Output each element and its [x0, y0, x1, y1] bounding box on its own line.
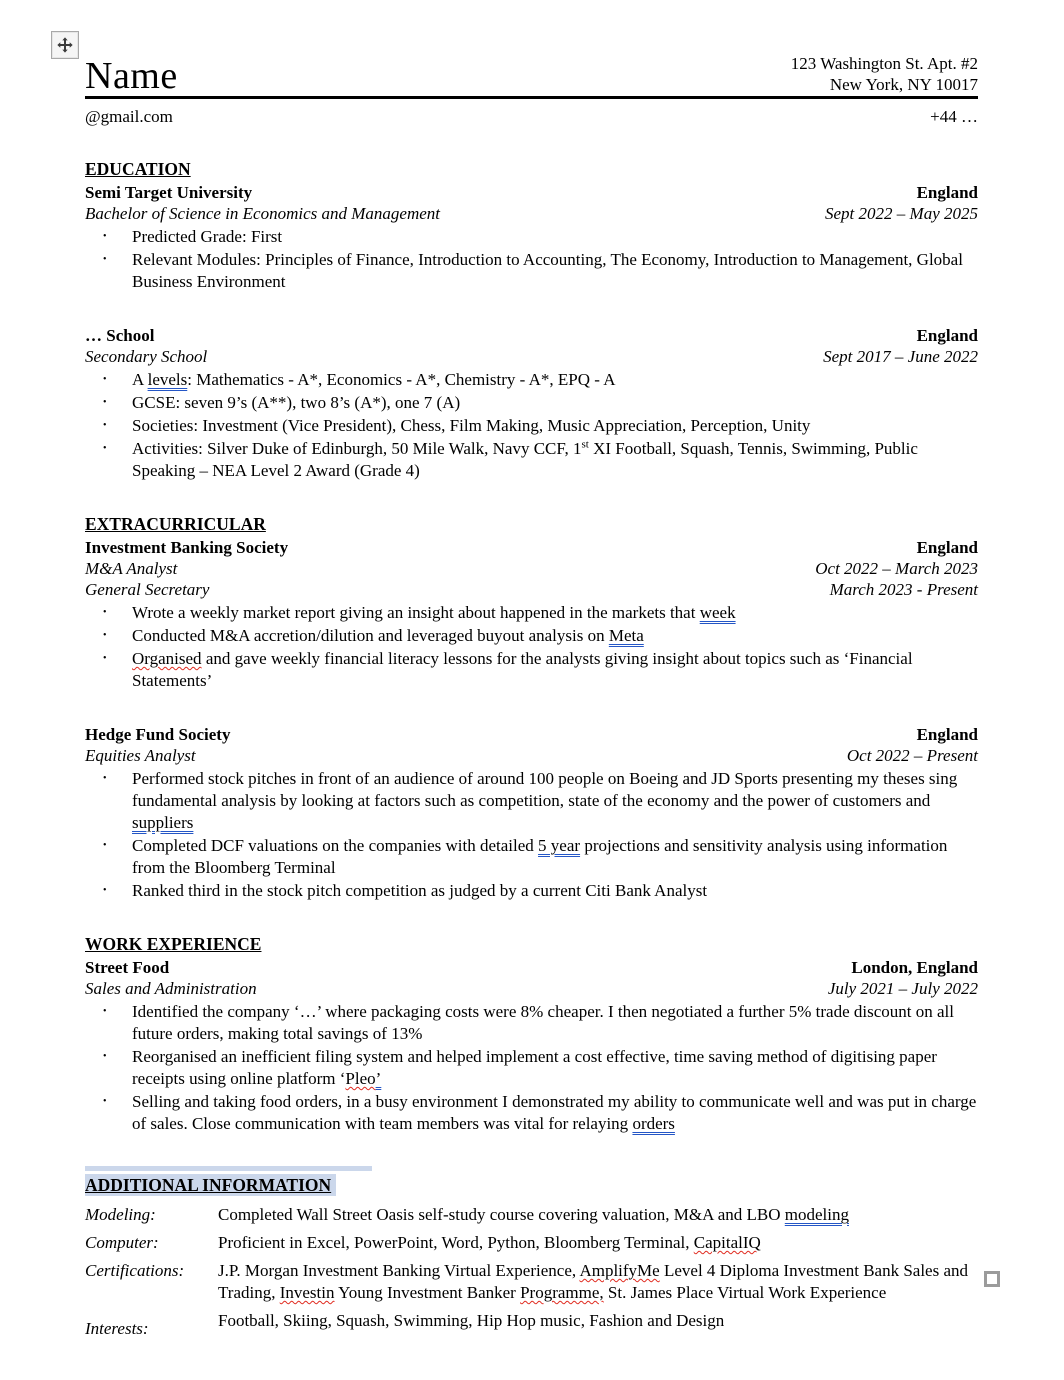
- resize-handle-icon[interactable]: [984, 1271, 1000, 1287]
- bullet-item[interactable]: [85, 1091, 978, 1135]
- section-title-work-experience[interactable]: WORK EXPERIENCE: [85, 934, 262, 954]
- entry-role: Secondary School: [85, 347, 208, 366]
- bullet-text: [132, 226, 978, 248]
- spelling-flagged-text: Investin: [279, 1283, 335, 1302]
- entry-header-row[interactable]: [85, 537, 978, 558]
- entry-org: Semi Target University: [85, 183, 253, 202]
- info-label: Computer:: [85, 1233, 159, 1252]
- text-segment: Identified the company ‘…’ where packaging costs were 8% cheaper. I then negotiated a further 5% trade discount on all future orders, making total savings of 13%: [132, 1002, 954, 1043]
- bullet-marker: •: [103, 443, 107, 454]
- bullet-item[interactable]: [85, 625, 978, 647]
- bullet-item[interactable]: [85, 1046, 978, 1090]
- bullet-marker: •: [103, 397, 107, 408]
- entry-role-row[interactable]: [85, 346, 978, 367]
- text-segment: GCSE: seven 9’s (A**), two 8’s (A*), one 7 (A): [132, 393, 461, 412]
- bullet-marker: •: [103, 231, 107, 242]
- text-segment: Completed Wall Street Oasis self-study course covering valuation, M&A and LBO: [218, 1205, 785, 1224]
- text-segment: St. James Place Virtual Work Experience: [603, 1283, 887, 1302]
- spelling-flagged-text: CapitalIQ: [693, 1233, 761, 1252]
- bullet-text: [132, 415, 978, 437]
- info-row[interactable]: [85, 1260, 978, 1304]
- bullet-text: [132, 438, 978, 482]
- section-title-education[interactable]: EDUCATION: [85, 159, 191, 179]
- info-label: Interests:: [85, 1319, 149, 1338]
- entry-role: M&A Analyst: [85, 559, 178, 578]
- move-handle[interactable]: [51, 31, 79, 59]
- entry-header-row[interactable]: [85, 182, 978, 203]
- entry-dates: Oct 2022 – March 2023: [815, 559, 978, 578]
- entry-org: Investment Banking Society: [85, 538, 289, 557]
- entry-location: England: [916, 326, 978, 345]
- text-segment: and gave weekly financial literacy lessons for the analysts giving insight about topics such as ‘Financial Statements’: [132, 649, 913, 690]
- grammar-flagged-text: Meta: [608, 626, 644, 645]
- entry-header-row[interactable]: [85, 325, 978, 346]
- entry-role-row[interactable]: [85, 558, 978, 579]
- text-segment: Relevant Modules: Principles of Finance, Introduction to Accounting, The Economy, Introduction to Management, Global Business Environment: [132, 250, 963, 291]
- bullet-text: [132, 369, 978, 391]
- entry-location: England: [916, 538, 978, 557]
- resume-entry: [85, 182, 978, 293]
- bullet-item[interactable]: [85, 1001, 978, 1045]
- text-segment: Wrote a weekly market report giving an insight about happened in the markets that: [132, 603, 700, 622]
- section-title-extracurricular[interactable]: EXTRACURRICULAR: [85, 514, 266, 534]
- bullet-item[interactable]: [85, 648, 978, 692]
- spelling-flagged-text: Programme,: [520, 1283, 604, 1302]
- section-extracurricular: [85, 513, 978, 902]
- text-segment: XI Football, Squash, Tennis, Swimming, Public Speaking – NEA Level 2 Award (Grade 4): [132, 439, 918, 480]
- text-segment: Conducted M&A accretion/dilution and leveraged buyout analysis on: [132, 626, 609, 645]
- entry-org: … School: [85, 326, 155, 345]
- bullet-marker: •: [103, 1051, 107, 1062]
- text-segment: A: [132, 370, 148, 389]
- bullet-list: [85, 226, 978, 293]
- text-segment: Completed DCF valuations on the companies with detailed: [132, 836, 539, 855]
- bullet-item[interactable]: [85, 768, 978, 834]
- bullet-item[interactable]: [85, 835, 978, 879]
- info-rows: [85, 1204, 978, 1340]
- section-education: [85, 158, 978, 482]
- spelling-flagged-text: Pleo: [345, 1069, 376, 1088]
- info-value: [218, 1260, 978, 1304]
- resume-entry: [85, 325, 978, 482]
- text-segment: Societies: Investment (Vice President), Chess, Film Making, Music Appreciation, Perception, Unity: [132, 416, 811, 435]
- text-segment: Proficient in Excel, PowerPoint, Word, Python, Bloomberg Terminal,: [218, 1233, 694, 1252]
- grammar-flagged-text: 5 year: [538, 836, 581, 855]
- bullet-marker: •: [103, 1006, 107, 1017]
- entry-header-row[interactable]: [85, 957, 978, 978]
- bullet-marker: •: [103, 254, 107, 265]
- resume-entry: [85, 724, 978, 902]
- section-work-experience: [85, 933, 978, 1135]
- bullet-text: [132, 1091, 978, 1135]
- text-segment: Young Investment Banker: [334, 1283, 521, 1302]
- info-value: [218, 1204, 978, 1226]
- entry-role: General Secretary: [85, 580, 210, 599]
- text-segment: Selling and taking food orders, in a busy environment I demonstrated my ability to communicate well and was put in charge of sales. Close communication with team members was vital for relaying: [132, 1092, 977, 1133]
- grammar-flagged-text: week: [699, 603, 736, 622]
- grammar-flagged-text: orders: [632, 1114, 675, 1133]
- bullet-item[interactable]: [85, 880, 978, 902]
- bullet-text: [132, 249, 978, 293]
- bullet-text: [132, 625, 978, 647]
- entry-dates: July 2021 – July 2022: [827, 979, 978, 998]
- bullet-item[interactable]: [85, 602, 978, 624]
- email-text: @gmail.com: [85, 107, 173, 126]
- bullet-marker: •: [103, 374, 107, 385]
- bullet-marker: •: [103, 885, 107, 896]
- address-line-2: New York, NY 10017: [829, 75, 978, 94]
- bullet-text: [132, 648, 978, 692]
- bullet-text: [132, 768, 978, 834]
- text-segment: st: [581, 438, 589, 451]
- grammar-flagged-text: suppliers: [132, 813, 194, 832]
- text-segment: Reorganised an inefficient filing system and helped implement a cost effective, time saving method of digitising paper receipts using online platform ‘: [132, 1047, 937, 1088]
- bullet-text: [132, 1001, 978, 1045]
- sections-container: [85, 158, 978, 1340]
- bullet-item[interactable]: [85, 249, 978, 293]
- info-label: Certifications:: [85, 1261, 185, 1280]
- section-title-additional-information[interactable]: ADDITIONAL INFORMATION: [85, 1174, 336, 1196]
- spelling-flagged-text: Organised: [132, 649, 202, 668]
- entry-role: Equities Analyst: [85, 746, 196, 765]
- bullet-marker: •: [103, 630, 107, 641]
- bullet-marker: •: [103, 607, 107, 618]
- text-segment: : Mathematics - A*, Economics - A*, Chemistry - A*, EPQ - A: [187, 370, 616, 389]
- text-segment: Ranked third in the stock pitch competition as judged by a current Citi Bank Analyst: [132, 881, 708, 900]
- phone-text: +44 …: [930, 107, 978, 126]
- entry-location: England: [916, 183, 978, 202]
- grammar-flagged-text: ’: [375, 1069, 382, 1088]
- bullet-marker: •: [103, 773, 107, 784]
- text-segment: J.P. Morgan Investment Banking Virtual Experience,: [218, 1261, 580, 1280]
- info-row[interactable]: [85, 1310, 978, 1340]
- bullet-marker: •: [103, 420, 107, 431]
- entry-role: Bachelor of Science in Economics and Management: [85, 204, 441, 223]
- text-segment: Level 4 Diploma Investment Bank Sales and Trading,: [218, 1261, 969, 1302]
- document-content: [85, 33, 978, 1371]
- bullet-text: [132, 392, 978, 414]
- text-segment: Predicted Grade: First: [132, 227, 283, 246]
- contact-row[interactable]: [85, 99, 978, 127]
- bullet-text: [132, 880, 978, 902]
- bullet-marker: •: [103, 840, 107, 851]
- entry-role-row[interactable]: [85, 745, 978, 766]
- entry-org: Hedge Fund Society: [85, 725, 231, 744]
- entry-dates: March 2023 - Present: [829, 580, 978, 599]
- selection-highlight-strip: [85, 1166, 372, 1171]
- header-top-rule: [85, 53, 978, 99]
- grammar-flagged-text: modeling: [784, 1205, 849, 1224]
- bullet-marker: •: [103, 1096, 107, 1107]
- bullet-list: [85, 768, 978, 902]
- bullet-list: [85, 1001, 978, 1135]
- bullet-list: [85, 602, 978, 692]
- page-title[interactable]: Name: [85, 55, 178, 97]
- entry-location: London, England: [851, 958, 978, 977]
- spelling-flagged-text: AmplifyMe: [579, 1261, 660, 1280]
- info-row[interactable]: [85, 1232, 978, 1254]
- bullet-item[interactable]: [85, 438, 978, 482]
- entry-header-row[interactable]: [85, 724, 978, 745]
- text-segment: Performed stock pitches in front of an audience of around 100 people on Boeing and JD Sports presenting my theses sing fundamental analysis by looking at factors such as competition, state of the economy and the power of customers and: [132, 769, 958, 810]
- section-additional-information: [85, 1166, 978, 1340]
- address-line-1: 123 Washington St. Apt. #2: [790, 54, 978, 73]
- bullet-item[interactable]: [85, 392, 978, 414]
- text-segment: Activities: Silver Duke of Edinburgh, 50 Mile Walk, Navy CCF, 1: [132, 439, 582, 458]
- entry-role-row[interactable]: [85, 203, 978, 224]
- bullet-marker: •: [103, 653, 107, 664]
- info-value: [218, 1310, 978, 1340]
- bullet-text: [132, 602, 978, 624]
- bullet-text: [132, 1046, 978, 1090]
- info-value: [218, 1232, 978, 1254]
- bullet-text: [132, 835, 978, 879]
- info-row[interactable]: [85, 1204, 978, 1226]
- bullet-item[interactable]: [85, 369, 978, 391]
- text-segment: Football, Skiing, Squash, Swimming, Hip Hop music, Fashion and Design: [218, 1311, 725, 1330]
- entry-dates: Sept 2022 – May 2025: [825, 204, 978, 223]
- bullet-item[interactable]: [85, 415, 978, 437]
- bullet-item[interactable]: [85, 226, 978, 248]
- entry-org: Street Food: [85, 958, 170, 977]
- entry-dates: Oct 2022 – Present: [846, 746, 978, 765]
- resume-entry: [85, 537, 978, 692]
- move-arrows-icon: [56, 36, 74, 54]
- address-block[interactable]: [791, 53, 978, 95]
- entry-dates: Sept 2017 – June 2022: [823, 347, 978, 366]
- header: [85, 53, 978, 127]
- resume-entry: [85, 957, 978, 1135]
- entry-location: England: [916, 725, 978, 744]
- entry-role-row[interactable]: [85, 579, 978, 600]
- entry-role-row[interactable]: [85, 978, 978, 999]
- grammar-flagged-text: levels: [147, 370, 188, 389]
- info-label: Modeling:: [85, 1205, 156, 1224]
- text-segment: projections and sensitivity analysis using information from the Bloomberg Terminal: [132, 836, 948, 877]
- bullet-list: [85, 369, 978, 482]
- entry-role: Sales and Administration: [85, 979, 257, 998]
